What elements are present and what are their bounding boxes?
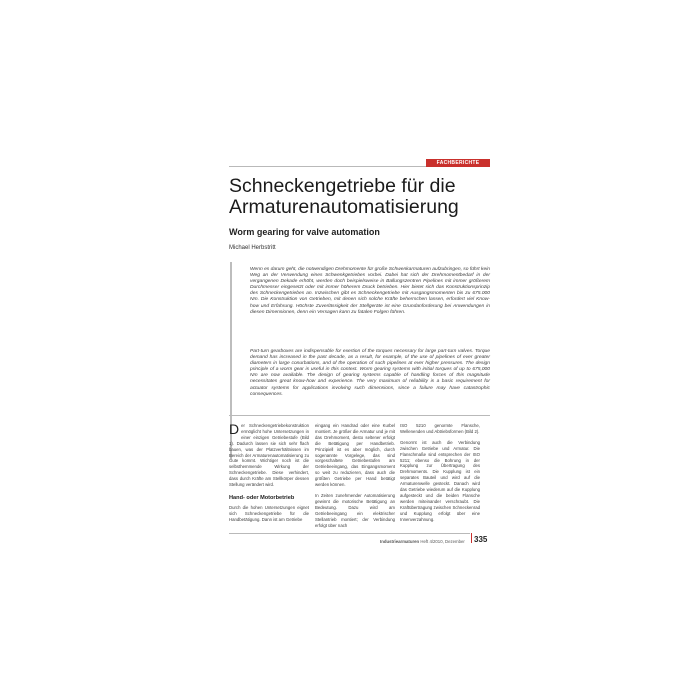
footer-journal: Industriearmaturen Heft 4/2010, Dezember [380, 539, 465, 544]
col3-paragraph-2: Genormt ist auch die Verbindung zwischen Getriebe und Armatur. Die Flanschmaße sind entsprechen der ISO 5211; ebenso die Bohrung in der Kupplung zur Übertragung des Drehmoments. Die Kupplung ist ein separates Bauteil und wird auf die Armaturenwelle gesteckt. Danach wird das Getriebe wiederum auf die Kupplung aufgesteckt und die beiden Flansche werden miteinander verschraubt. Die Kraftübertragung zwischen Schneckenrad und Kupplung erfolgt über eine Innenverzahnung. [400, 439, 480, 522]
lead-english: Part-turn gearboxes are indispensable for exertion of the torques necessary for large part-turn valves. Torque demand has increased in the past decade, as a result, for example, of the use of pipelines of ever greater diameters in large conurbations, and of the operation of such pipelines at ever higher pressures. The design principle of a worm gear is useful in this context. Worm gearing systems with initial torques of up to 675,000 Nm are now available. The design of gearing systems capable of handling forces of this magnitude necessitates great know-how and experience. The very maximum of reliability is a basic requirement for actuator systems for applications involving such dimensions, since a failure may have catastrophic consequences. [250, 349, 490, 397]
column-2 [315, 423, 395, 533]
lead-german: Wenn es darum geht, die notwendigen Drehmomente für große Schwenkarmaturen aufzubringen, so führt kein Weg an der Verwendung eines Schwenkgetriebes vorbei. Dabei hat sich der Drehmomentbedarf in der vergangenen Dekade erhöht, werden doch beispielsweise in Ballungszentren Pipelines mit immer größerem Durchmesser eingesetzt oder mit immer höherem Druck betrieben. Hier bietet sich das Konstruktionsprinzip des Schneckengetriebes an. Inzwischen gibt es Schneckengetriebe mit Ausgangsmomenten bis zu 675.000 Nm. Die Konstruktion von Getrieben, mit denen sich solche Kräfte beherrschen lassen, erfordert viel Know-how und Erfahrung. Höchste Zuverlässigkeit der Stellgeräte ist eine Grundanforderung bei Anwendungen in diesen Dimensionen, denn ein Versagen kann zu fatalen Folgen führen. [250, 267, 490, 315]
columns-rule [229, 415, 490, 416]
col1-paragraph-2: Durch die hohen Untersetzungen eignet sich Schneckengetriebe für die Handbetätigung. Dann ist am Getriebe [229, 504, 309, 522]
column-3 [400, 423, 480, 528]
article-subtitle: Worm gearing for valve automation [229, 227, 380, 237]
page-number: 335 [474, 535, 488, 544]
footer-divider [471, 533, 472, 543]
section-tag: FACHBERICHTE [426, 159, 490, 167]
col3-paragraph-1: ISO 5210 genormte Flansche, Wellenenden und Abtriebsformen (Bild 2). [400, 423, 480, 434]
col2-paragraph-2: In Zeiten zunehmender Automatisierung gewinnt die motorische Betätigung an Bedeutung. Dazu wird am Getriebeeingang ein elektrischer Stellantrieb montiert; der Verbindung erfolgt über nach [315, 492, 395, 528]
author: Michael Herbstritt [229, 245, 276, 251]
dropcap: D [229, 421, 240, 437]
article-title: Schneckengetriebe für die Armaturenautomatisierung [229, 175, 459, 218]
footer-rule [229, 533, 470, 534]
section-heading: Hand- oder Motorbetrieb [229, 494, 295, 501]
column-1 [229, 423, 309, 528]
col1-paragraph-1: Der Schneckengetriebekonstruktion ermöglicht hohe Untersetzungen in einer einzigen Getriebestufe (Bild 1). Dadurch lassen sie sich sehr flach bauen, was der Platzverhältnissen im Bereich der Armaturenautomatisierung zu Gute kommt. Wichtiger noch ist die selbsthemmende Wirkung der Schneckengetriebe. Diese verhindert, dass durch Kräfte am Stellkörper dessen Stellung verändert wird. [229, 421, 309, 488]
col2-paragraph-1: eingang ein Handrad oder eine Kurbel montiert. Je größer die Armatur und je mit das Drehmoment, desto seltener erfolgt die Betätigung per Handbetrieb. Prinzipiell ist es aber möglich, durch sogenannte Vorgelege, das sind vorgeschaltete Getriebestufen am Getriebeeingang, das Eingangsmoment so weit zu reduzieren, dass auch die größten Getriebe per Hand betätigt werden können. [315, 423, 395, 488]
